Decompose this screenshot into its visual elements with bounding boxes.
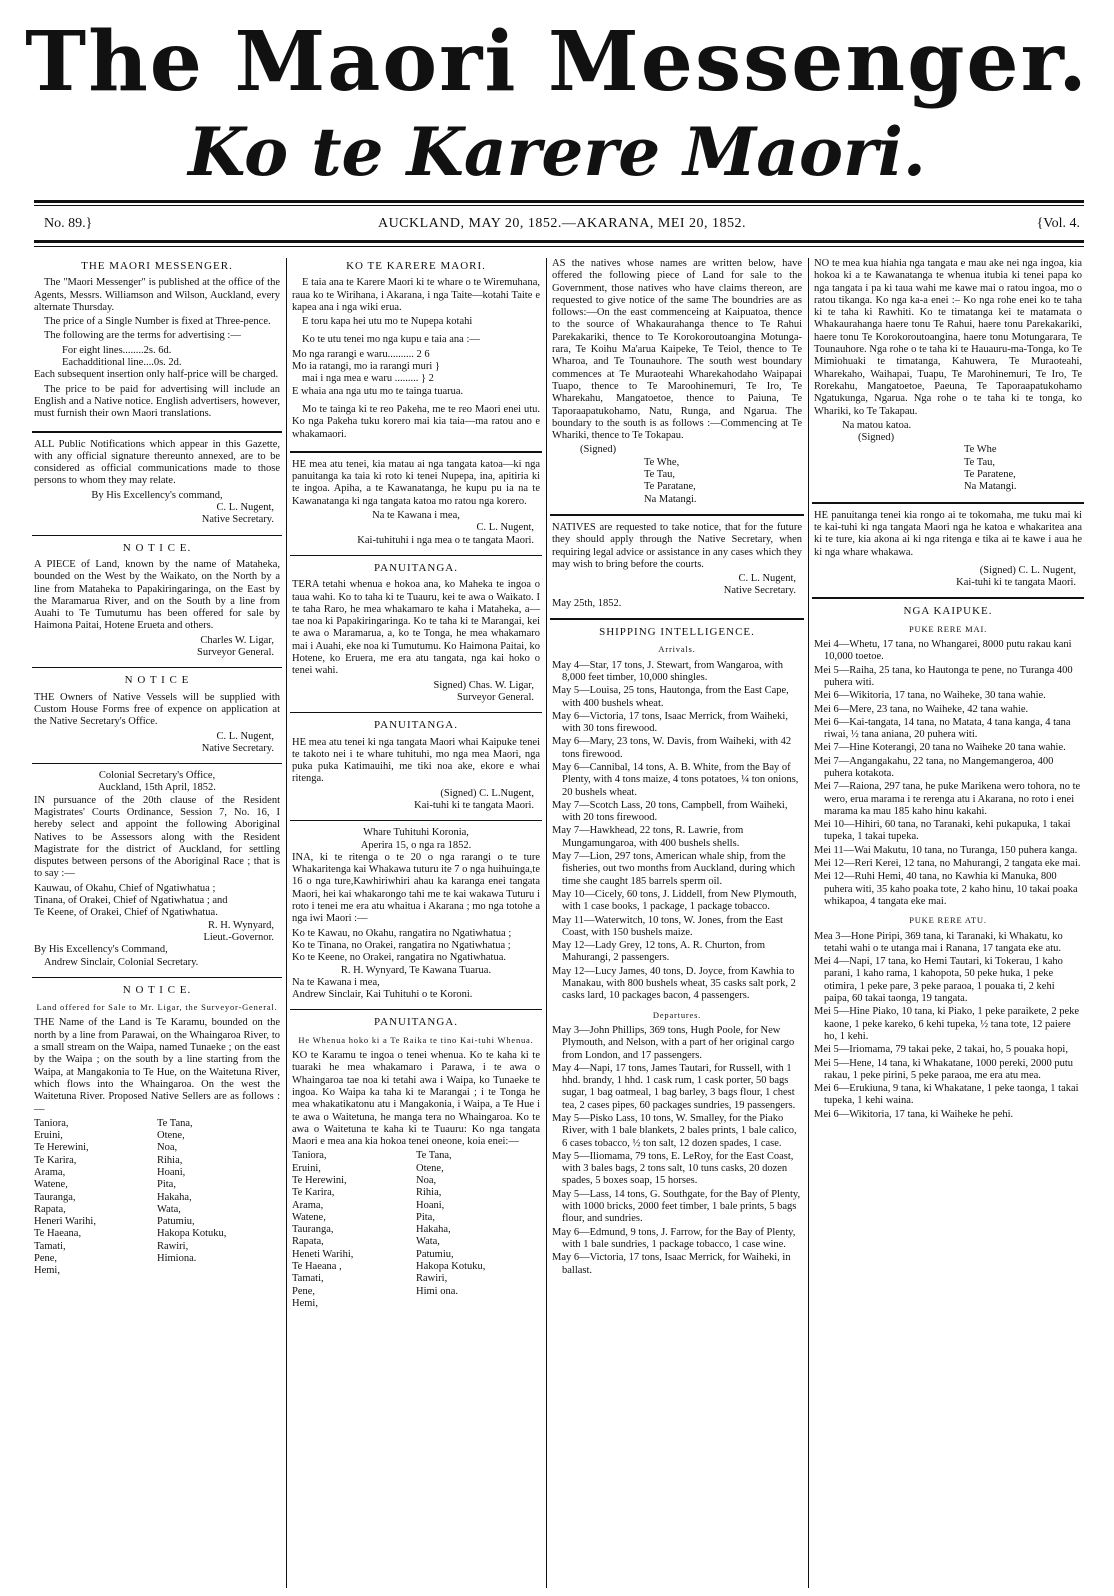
separator <box>812 502 1084 504</box>
masthead-rule-thin <box>34 205 1084 206</box>
sellers-list-left <box>292 1150 416 1310</box>
ship-entry: Mei 4—Whetu, 17 tana, no Whangarei, 8000 putu rakau kani 10,000 toetoe. <box>814 639 1072 663</box>
ship-entry: Mei 10—Hihiri, 60 tana, no Taranaki, kehi pukapuka, 1 takai tupeka, 1 takai tupeka. <box>814 819 1071 843</box>
ship-entry: May 6—Victoria, 17 tons, Isaac Merrick, for Waiheki, in ballast. <box>552 1252 791 1276</box>
signature-title: Native Secretary. <box>723 585 796 597</box>
ship-entry: Mei 6—Mere, 23 tana, no Waiheke, 42 tana wahie. <box>814 703 1029 715</box>
column-2 <box>290 258 542 1588</box>
command-line: By His Excellency's Command, <box>34 944 168 956</box>
section-heading: SHIPPING INTELLIGENCE. <box>599 626 755 639</box>
paragraph: The price of a Single Number is fixed at Three-pence. <box>44 316 271 328</box>
seller-name: Wata, <box>157 1203 181 1215</box>
ship-entry: May 3—John Phillips, 369 tons, Hugh Poole, for New Plymouth, and Nelson, with a part of her original cargo from London, and 17 passengers. <box>552 1024 795 1061</box>
ship-entry: May 4—Star, 17 tons, J. Stewart, from Wangaroa, with 8,000 feet timber, 10,000 shingles. <box>552 659 783 683</box>
signature: Charles W. Ligar, <box>200 634 274 646</box>
shipping-intelligence <box>550 626 804 1282</box>
subheading-departures: Departures. <box>652 1009 702 1020</box>
section-heading: N O T I C E. <box>122 983 192 996</box>
separator <box>290 820 542 821</box>
seller-name: Tamati, <box>292 1273 324 1285</box>
command-line: By His Excellency's command, <box>91 489 223 501</box>
ship-entry: May 6—Mary, 23 tons, W. Davis, from Waiheki, with 42 tons firewood. <box>552 736 792 760</box>
seller-name: Rihia, <box>157 1154 183 1166</box>
separator <box>812 597 1084 599</box>
seller-name: Noa, <box>416 1175 437 1186</box>
sellers-list <box>292 1150 540 1310</box>
notice-mataheka <box>32 542 282 664</box>
seller-name: Hakaha, <box>416 1224 451 1236</box>
ship-entry: May 5—Pisko Lass, 10 tons, W. Smalley, for the Piako River, with 1 bale blankets, 2 bales prints, 1 bale calico, 6 cases tobacco, ½ ton salt, 12 dozen spades, 1 case. <box>552 1113 797 1149</box>
ship-entry: May 5—Iliomama, 79 tons, E. LeRoy, for the East Coast, with 3 bales bags, 2 tons salt, 10 tuns casks, 20 dozen spades, 5 boxes soap, 15 horses. <box>552 1150 794 1187</box>
seller-name: Pene, <box>34 1253 58 1265</box>
seller-name: Noa, <box>157 1142 178 1154</box>
separator <box>290 1009 542 1010</box>
ship-entry: May 10—Cicely, 60 tons, J. Liddell, from New Plymouth, with 1 case books, 1 package, 1 package tobacco. <box>552 888 797 913</box>
paragraph: THE Owners of Native Vessels will be supplied with Custom House Forms free of expence on application at the Native Secretary's Office. <box>34 691 280 728</box>
seller-name: Eruini, <box>292 1162 321 1174</box>
separator <box>32 535 282 536</box>
assessor-item: Ko te Tinana, no Orakei, rangatira no Ngatiwhatua ; <box>292 939 511 951</box>
ship-entry: Mei 11—Wai Makutu, 10 tana, no Turanga, 150 puhera kanga. <box>814 844 1078 856</box>
seller-name: Eruini, <box>34 1130 63 1142</box>
ship-entry: Mei 7—Hine Koterangi, 20 tana no Waiheke 20 tana wahie. <box>814 742 1066 754</box>
seller-name: Te Haeana , <box>292 1261 342 1273</box>
signatory: Te Paratane, <box>644 481 696 493</box>
ship-entry: May 6—Edmund, 9 tons, J. Farrow, for the Bay of Plenty, with 1 bale sundries, 1 package tobacco, 1 case wine. <box>552 1226 796 1250</box>
seller-name: Taniora, <box>292 1150 327 1162</box>
section-heading: PANUITANGA. <box>374 1016 458 1029</box>
ship-entry: Mei 5—Iriomama, 79 takai peke, 2 takai, ho, 5 pouaka hopi, <box>814 1044 1068 1056</box>
dateline-rule-thin <box>34 246 1084 247</box>
paragraph: A PIECE of Land, known by the name of Mataheka, bounded on the West by the Waikato, on the North by a line from Mataheka to Papakiringaringa, on the East by the Maramarua River, and on the South by a line from Auahi to Te Tumutumu has been offered for sale by Haimona Paitai, Hotene Erueta and others. <box>34 558 280 632</box>
paragraph: ALL Public Notifications which appear in this Gazette, with any official signature thereunto annexed, are to be considered as official communications made to those persons to whom they may relate. <box>34 438 280 487</box>
section-heading: THE MAORI MESSENGER. <box>81 260 233 272</box>
paragraph: E toru kapa hei utu mo te Nupepa kotahi <box>302 316 473 328</box>
ship-entry: Mei 6—Kai-tangata, 14 tana, no Matata, 4 tana kanga, 4 tana riwai, ½ tana aniana, 20 puhera witi. <box>814 716 1071 741</box>
he-panuitanga-notice <box>812 510 1084 594</box>
notice-te-karamu <box>32 984 282 1282</box>
separator <box>32 431 282 433</box>
masthead-rule <box>34 200 1084 203</box>
seller-name: Tauranga, <box>292 1224 334 1236</box>
departures-list <box>552 1025 802 1277</box>
seller-name: Wata, <box>416 1236 440 1248</box>
signatory: Na Matangi. <box>964 481 1017 493</box>
ship-entry: Mei 6—Wikitoria, 17 tana, ki Waiheke he pehi. <box>814 1108 1014 1120</box>
ship-entry: Mei 12—Ruhi Hemi, 40 tana, no Kawhia ki Manuka, 800 puhera witi, 35 kaho poaka tote, 2 kaho hinu, 10 takai poaka whikapoa, 4 tangata eke mai. <box>814 871 1078 907</box>
paragraph: NO te mea kua hiahia nga tangata e mau ake nei nga ingoa, kia hokoa ki a te Kawanatanga te whenua itubia ki tenei papa ko nga tangata i pa ki taua wahi me kawe mai o ratou ingoa, mo o ratou tikanga. Ko nga ka-a enei :– Ko nga rohe enei ko te taha ki te taha ki Rawhiti. Ko te timatanga kei te matamata o Whakaurahanga haere tonu Te Rahui, haere tonu Parekakariki, haere tonu Te Korokoroutoangina, haere tonu Motungarara, Te Tounauhore. Nga rohe o te taha ki te Hauauru-ma-Tonga, ko Te Mimiohuaki te timatanga, Kahuwera, Te Muraoteahi, Wharekaho, Waihapai, Tuapu, Te Marohinemuri, Te Iro, Te Rorekahu, Mangatoetoe, Paeuna, Te Taporaapatukohamo Ngatukunga, Ngarua. Nga rohe o te taha ki te tonga, ko Whariki, ko Te Takapau. <box>814 258 1082 417</box>
ship-entry: Mei 5—Raiha, 25 tana, ko Hautonga te pene, no Turanga 400 puhera witi. <box>814 664 1073 688</box>
seller-name: Heneti Warihi, <box>292 1248 354 1260</box>
rate-line: Mo ia ratangi, mo ia rarangi muri } <box>292 361 440 373</box>
rate-line: Eachadditional line....0s. 2d. <box>62 357 182 369</box>
signatory: Te Whe, <box>644 456 680 468</box>
command-line: Na te Kawana i mea, <box>372 510 460 522</box>
seller-name: Hoani, <box>157 1167 186 1178</box>
masthead-title-english: The Maori Messenger. <box>25 14 1089 110</box>
signature: C. L. Nugent, <box>738 573 796 585</box>
rate-line: mai i nga mea e waru ......... } 2 <box>302 373 434 385</box>
seller-name: Himi ona. <box>416 1285 458 1297</box>
ship-entry: May 12—Lucy James, 40 tons, D. Joyce, from Kawhia to Manakau, with 800 bushels wheat, 35 casks salt pork, 2 casks lard, 10 packages bacon, 4 passengers. <box>552 965 796 1002</box>
signature: Andrew Sinclair, Kai Tuhituhi o te Koroni. <box>292 989 473 1001</box>
signature-title: Kai-tuhituhi i nga mea o te tangata Maori. <box>357 534 534 546</box>
ship-entry: May 6—Cannibal, 14 tons, A. B. White, from the Bay of Plenty, with 4 tons maize, 4 tons potatoes, ¼ ton onions, 20 bushels wheat. <box>552 761 799 798</box>
seller-name: Te Karira, <box>34 1154 77 1166</box>
seller-name: Rihia, <box>416 1187 442 1199</box>
nga-kaipuke <box>812 605 1084 1126</box>
paragraph: TERA tetahi whenua e hokoa ana, ko Maheka te ingoa o taua wahi. Ko to taha ki te Tuauru, kei te awa o Waikato. I te taha Raro, he mea whakamaro te kaha i Mataheka, a—tae noa ki Papakiringaringa. Ko te taha ki te Marangai, kei te awa o Maramarua, a, ko te Tonga, he mea whakamaro mai i Auahi, eke noa ki Tumutumu. Ko Haimona Paitai, ko Hotene, ko Eruera, me era atu tangata, nga kai hoko o tenei wahi. <box>292 579 540 677</box>
ship-entry: May 5—Lass, 14 tons, G. Southgate, for the Bay of Plenty, with 1000 bricks, 2000 feet timber, 1 bale prints, 5 bags flour, and sundries. <box>552 1188 801 1225</box>
signature-title: Surveyor General. <box>457 691 534 703</box>
arrivals-list <box>814 639 1082 908</box>
signature-title: Surveyor General. <box>197 647 274 659</box>
signed-by-all: Na matou katoa. <box>842 419 912 431</box>
signatories <box>552 457 802 506</box>
ship-entry: May 11—Waterwitch, 10 tons, W. Jones, from the East Coast, with 150 bushels maize. <box>552 914 783 938</box>
dateline <box>44 216 1080 236</box>
separator <box>32 667 282 668</box>
seller-name: Tauranga, <box>34 1191 76 1203</box>
panuitanga-kaipuke <box>290 719 542 816</box>
assessor-item: Kauwau, of Okahu, Chief of Ngatiwhatua ; <box>34 882 216 894</box>
column-3 <box>550 258 804 1588</box>
subheading: He Whenua hoko ki a Te Raika te tino Kai-tuhi Whenua. <box>298 1034 534 1045</box>
column-divider <box>286 258 287 1588</box>
masthead-title-maori: Ko te Karere Maori. <box>188 113 926 191</box>
paragraph: The price to be paid for advertising will include an English and a Native notice. English advertisers, however, must furnish their own Maori translations. <box>34 383 280 420</box>
seller-name: Otene, <box>157 1130 185 1142</box>
karere-terms <box>290 260 542 447</box>
paragraph: INA, ki te ritenga o te 20 o nga rarangi o te ture Whakaritenga kai Whakawa tuturu ite 7 o nga huihuinga,te 16 o nga ture,Kawhiriwhiri ahau ka karanga enei tangata Maori, hei kai whakarongo tahi me te kai wakawa Tuturu i roto i tenei me era atu whaitua i Akarana ; mo nga totohe a nga iwi Maori :— <box>292 851 540 925</box>
sellers-list-right <box>416 1150 540 1310</box>
column-1 <box>32 258 282 1588</box>
ship-entry: May 12—Lady Grey, 12 tons, A. R. Churton, from Mahurangi, 2 passengers. <box>552 940 766 964</box>
signature: Signed) Chas. W. Ligar, <box>433 679 534 691</box>
seller-name: Pita, <box>416 1211 435 1223</box>
assessor-item: Ko te Keene, no Orakei, rangatira no Ngatiwhatua. <box>292 952 506 964</box>
signature-title: Lieut.-Governor. <box>203 931 274 943</box>
volume-number: {Vol. 4. <box>1036 216 1080 231</box>
section-heading: N O T I C E <box>124 674 190 687</box>
paragraph: The "Maori Messenger" is published at the office of the Agents, Messrs. Williamson and Wilson, Auckland, every alternate Thursday. <box>34 277 280 313</box>
issue-number: No. 89.} <box>44 216 93 231</box>
ship-entry: Mei 7—Raiona, 297 tana, he puke Marikena wero tohora, no te wero, erua marama i te rerenga atu i Akarana, no roto i enei marama ka mau 185 kaho hinu kakahi. <box>814 781 1081 817</box>
seller-name: Hakopa Kotuku, <box>157 1228 227 1240</box>
seller-name: Arama, <box>34 1167 66 1178</box>
signatory: Te Tau, <box>964 456 995 468</box>
seller-name: Pene, <box>292 1285 316 1297</box>
seller-name: Hemi, <box>292 1297 318 1309</box>
rate-line: Mo nga rarangi e waru.......... 2 6 <box>292 348 430 360</box>
signature-title: Kai-tuhi ki te tangata Maori. <box>414 799 534 811</box>
sellers-list-right <box>157 1118 280 1278</box>
ship-entry: Mei 6—Wikitoria, 17 tana, no Waiheke, 30 tana wahie. <box>814 690 1046 702</box>
paragraph: E taia ana te Karere Maori ki te whare o te Wiremuhana, raua ko te Wirihana, i Akarana, i nga Taite—kotahi Taite e kapea ana i nga wiki erua. <box>292 277 540 313</box>
dateline-rule <box>34 240 1084 243</box>
office-line: Colonial Secretary's Office, <box>98 770 216 782</box>
seller-name: Hakaha, <box>157 1191 192 1203</box>
public-notifications <box>32 439 282 531</box>
assessors-notice <box>32 770 282 973</box>
seller-name: Hakopa Kotuku, <box>416 1261 486 1273</box>
whare-tuhituhi-notice <box>290 827 542 1005</box>
ship-entry: Mei 7—Angangakahu, 22 tana, no Mangemangeroa, 400 puhera kotakota. <box>814 755 1054 779</box>
office-date: Aperira 15, o nga ra 1852. <box>360 839 472 851</box>
office-date: Auckland, 15th April, 1852. <box>98 782 216 794</box>
paragraph: NATIVES are requested to take notice, that for the future they should apply through the Native Secretary, when requiring legal advice or assistance in any cases which they may wish to bring before the courts. <box>552 521 802 570</box>
notice-vessels <box>32 674 282 759</box>
subheading-arrivals: PUKE RERE MAI. <box>908 623 988 634</box>
separator <box>32 763 282 764</box>
seller-name: Te Tana, <box>157 1117 193 1129</box>
seller-name: Rapata, <box>292 1236 324 1248</box>
separator <box>290 555 542 556</box>
messenger-terms <box>32 260 282 427</box>
seller-name: Hoani, <box>416 1199 445 1211</box>
seller-name: Te Karira, <box>292 1187 335 1199</box>
signatory: Te Tau, <box>644 469 675 481</box>
signature: R. H. Wynyard, Te Kawana Tuarua. <box>340 964 492 976</box>
separator <box>550 618 804 620</box>
signature: C. L. Nugent, <box>476 522 534 534</box>
signatories <box>814 444 1082 493</box>
seller-name: Te Herewini, <box>292 1175 347 1186</box>
rate-line: E whaia ana nga utu mo te tainga tuarua. <box>292 385 464 397</box>
signature: (Signed) C. L.Nugent, <box>440 787 534 799</box>
paragraph: Mo te tainga ki te reo Pakeha, me te reo Maori enei utu. Ko nga Pakeha tuku korero mai kia taia—ma ratou ano e whakamaori. <box>292 403 540 440</box>
paragraph: Each subsequent insertion only half-price will be charged. <box>34 369 279 381</box>
masthead <box>0 14 1114 190</box>
seller-name: Te Haeana, <box>34 1228 82 1240</box>
seller-name: Rawiri, <box>416 1273 448 1285</box>
separator <box>290 451 542 453</box>
ship-entry: Mea 3—Hone Piripi, 369 tana, ki Taranaki, ki Whakatu, ko tetahi wahi o te utanga mai i Ranana, 17 tangata eke atu. <box>814 930 1063 954</box>
column-divider <box>546 258 547 1588</box>
paragraph: Ko te utu tenei mo nga kupu e taia ana :— <box>302 334 480 346</box>
ship-entry: Mei 4—Napi, 17 tana, ko Hemi Tautari, ki Tokerau, 1 kaho parani, 1 kaho rama, 1 kahopota, 50 peke huka, 1 peke otimira, 1 peke pare, 3 peke paraoa, 1 pouaka ti, 2 kehi paipa, 60 takai taonga, 19 tangata. <box>814 956 1063 1005</box>
sellers-list-left <box>34 1118 157 1278</box>
seller-name: Heneri Warihi, <box>34 1216 96 1228</box>
land-boundary-notice-maori <box>812 258 1084 498</box>
ship-entry: May 5—Louisa, 25 tons, Hautonga, from the East Cape, with 400 bushels wheat. <box>552 685 789 709</box>
paragraph: HE mea atu tenei, kia matau ai nga tangata katoa—ki nga panuitanga ka taia ki roto ki tenei Nupepa, ina, apitiria ki te ingoa. Apiha, a te Kawanatanga, he kupu pu ia na te Kawanatanga ki nga tangata katoa mo ratou nga korero. <box>292 458 540 507</box>
seller-name: Rapata, <box>34 1203 66 1215</box>
assessor-item: Te Keene, of Orakei, Chief of Ngatiwhatua. <box>34 907 218 919</box>
panuitanga-te-karamu <box>290 1016 542 1314</box>
signature-title: Kai-tuhi ki te tangata Maori. <box>956 577 1076 589</box>
signatory: Te Whe <box>964 444 997 456</box>
section-heading: NGA KAIPUKE. <box>903 605 993 618</box>
subheading: Land offered for Sale to Mr. Ligar, the Surveyor-General. <box>36 1002 278 1013</box>
section-heading: PANUITANGA. <box>374 719 458 732</box>
paragraph: AS the natives whose names are written below, have offered the following piece of Land for sale to the Government, those natives who have claims thereon, are requested to give notice of the same The boundries are as follows:—On the east commenceing at Kaipuatoa, thence to the source of Whakaurahanga thence to Te Rahui Parekakariki, thence to Te Korokoroutoangina Motunga-rara, Te Koihu Ma'arua Kaipeke, Te Teiol, thence to Te Wharoa, and Te Tounauhore. The south west boundary commences at Te Muraoteahi Wharekahodaho Waipapai Tuapo, thence to Te Maroohinemuri, Te Iro, Te Wharekahu, Mangatoetoe, thence to Paiuna, Te Taporaapatukohamo, Natu, Runga, and Ngarua. The boundary to the south is as follows :—Commencing at Te Whariki, thence to Te Tokapau. <box>552 258 802 442</box>
signature-title: Native Secretary. <box>201 514 274 526</box>
seller-name: Watene, <box>292 1211 326 1223</box>
paragraph: The following are the terms for advertising :— <box>44 330 241 342</box>
panuitanga-mataheka <box>290 562 542 708</box>
signature-title: Native Secretary. <box>201 742 274 754</box>
signature: C. L. Nugent, <box>216 730 274 742</box>
ship-entry: May 7—Hawkhead, 22 tons, R. Lawrie, from Mungamungaroa, with 400 bushels shells. <box>552 825 744 849</box>
assessor-item: Ko te Kawau, no Okahu, rangatira no Ngatiwhatua ; <box>292 927 512 939</box>
separator <box>290 712 542 713</box>
signatory: Na Matangi. <box>644 493 697 505</box>
section-heading: PANUITANGA. <box>374 561 458 574</box>
seller-name: Rawiri, <box>157 1240 189 1252</box>
paragraph: HE panuitanga tenei kia rongo ai te tokomaha, me tuku mai ki te kai-tuhi ki nga tangata Maori nga he katoa e whakaritea ana ki te ture, kia akona ai ki nga ritenga e tika ai te kawe i aua he ki nga whare whakawa. <box>814 509 1082 558</box>
seller-name: Watene, <box>34 1179 68 1191</box>
natives-notice <box>550 522 804 614</box>
paragraph: IN pursuance of the 20th clause of the Resident Magistrates' Courts Ordinance, Session 7, No. 16, I hereby select and appoint the following Aboriginal Natives to be Assessors along with the Resident Magistrate for the district of Auckland, for settling disputes between persons of the Aboriginal Race ; that is to say :— <box>34 794 280 880</box>
seller-name: Tamati, <box>34 1240 66 1252</box>
seller-name: Himiona. <box>157 1253 197 1265</box>
column-4 <box>812 258 1084 1588</box>
rate-line: For eight lines........2s. 6d. <box>62 344 172 356</box>
seller-name: Pita, <box>157 1179 176 1191</box>
land-boundary-notice <box>550 258 804 510</box>
seller-name: Patumiu, <box>416 1248 454 1260</box>
signatory: Te Paratene, <box>964 469 1016 481</box>
separator <box>550 514 804 516</box>
ship-entry: May 4—Napi, 17 tons, James Tautari, for Russell, with 1 hhd. brandy, 1 hhd. 1 cask rum, 1 cask porter, 50 bags sugar, 1 bag oatmeal, 1 bag barley, 3 bags flour, 1 chest tea, 2 cases pipes, 60 packages sundries, 19 passengers. <box>552 1062 796 1111</box>
signed-label: (Signed) <box>580 444 617 456</box>
section-heading: N O T I C E. <box>122 541 192 554</box>
signature: (Signed) C. L. Nugent, <box>979 564 1076 576</box>
ship-entry: May 6—Victoria, 17 tons, Isaac Merrick, from Waiheki, with 30 tons firewood. <box>552 710 788 735</box>
paragraph: KO te Karamu te ingoa o tenei whenua. Ko te kaha ki te tuaraki he mea whakamaro i Parawa, i te awa o Whaingaroa tae noa ki tetahi awa i Waipa, ko Tunaeke te ingoa. Ko Waipa ka taha ki te Marangai ; i te Tonga he mea whakatikatonu atu i Mangakonia, i Waipa, a Te Hue i te awa o Waitetuna, he manga tera no Whaingaroa. Ko te awa o Waitetuna te kaha ki te Tuauru: Ko nga tangata Maori e mea ana kia hokoa tenei oneone, koia enei:— <box>292 1050 540 1148</box>
separator <box>32 977 282 978</box>
seller-name: Taniora, <box>34 1117 69 1129</box>
seller-name: Te Herewini, <box>34 1142 89 1154</box>
seller-name: Hemi, <box>34 1265 60 1277</box>
subheading-arrivals: Arrivals. <box>658 644 696 655</box>
signed-label: (Signed) <box>858 432 895 444</box>
ship-entry: Mei 5—Hene, 14 tana, ki Whakatane, 1000 pereki, 2000 putu rakau, 1 peke pirini, 5 peke paraoa, me era atu mea. <box>814 1057 1074 1081</box>
signature: C. L. Nugent, <box>216 502 274 514</box>
seller-name: Te Tana, <box>416 1150 452 1162</box>
command-line: Na te Kawana i mea, <box>292 976 380 988</box>
sellers-list <box>34 1118 280 1278</box>
arrivals-list <box>552 660 802 1003</box>
seller-name: Arama, <box>292 1199 324 1211</box>
seller-name: Patumiu, <box>157 1216 195 1228</box>
ship-entry: May 7—Lion, 297 tons, American whale ship, from the fisheries, out two months from Auckland, during which time she caught 185 barrels sperm oil. <box>552 851 796 887</box>
assessor-item: Tinana, of Orakei, Chief of Ngatiwhatua ; and <box>34 895 228 907</box>
signature: Andrew Sinclair, Colonial Secretary. <box>44 956 199 968</box>
paragraph: HE mea atu tenei ki nga tangata Maori whai Kaipuke tenei te takoto nei i te whare tuhituhi, mo nga mea Maori, nga puka puka Katimauihi, me tiki noa ake, ekore e whai ritenga. <box>292 736 540 785</box>
paragraph: THE Name of the Land is Te Karamu, bounded on the north by a line from Parawai, on the Whaingaroa River, to a small stream on the Waipa, named Tunaeke ; on the east by the Waipa ; on the south by a line starting from the Waipa, at Mangakonia to Te Hue, on the Waitetuna River, which flows into the Whaingaroa. On the west the Waitetuna River. Proposed Native Sellers are as follows :— <box>34 1017 280 1115</box>
ship-entry: Mei 5—Hine Piako, 10 tana, ki Piako, 1 peke paraikete, 2 peke kaone, 1 peke kareko, 6 kehi tupeka, ½ tana tote, 12 paiere ho, 1 kehi. <box>814 1006 1080 1042</box>
issue-date: AUCKLAND, MAY 20, 1852.—AKARANA, MEI 20, 1852. <box>377 216 747 231</box>
ship-entry: Mei 6—Erukiuna, 9 tana, ki Whakatane, 1 peke taonga, 1 takai tupeka, 1 kehi waina. <box>814 1083 1079 1107</box>
seller-name: Otene, <box>416 1162 444 1174</box>
subheading-departures: PUKE RERE ATU. <box>909 915 987 926</box>
ship-entry: May 7—Scotch Lass, 20 tons, Campbell, from Waiheki, with 20 tons firewood. <box>552 799 788 824</box>
ship-entry: Mei 12—Reri Kerei, 12 tana, no Mahurangi, 2 tangata eke mai. <box>814 858 1081 870</box>
section-heading: KO TE KARERE MAORI. <box>346 260 486 272</box>
he-mea-atu-notice <box>290 459 542 551</box>
column-divider <box>808 258 809 1588</box>
signature: R. H. Wynyard, <box>208 919 274 931</box>
notice-date: May 25th, 1852. <box>552 597 622 609</box>
departures-list <box>814 931 1082 1121</box>
office-line: Whare Tuhituhi Koronia, <box>363 827 469 839</box>
